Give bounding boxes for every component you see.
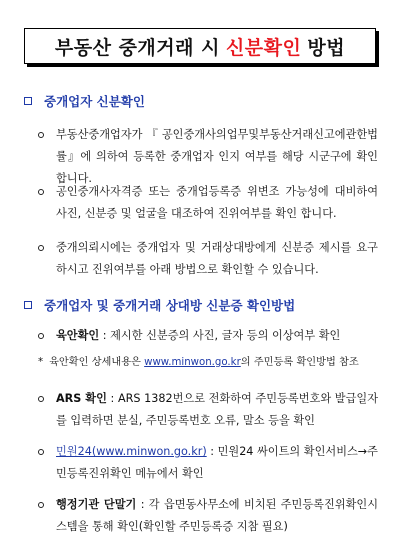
section1-heading-text: 중개업자 신분확인 (44, 94, 145, 109)
title-highlight: 신분확인 (225, 36, 302, 59)
item-text (56, 441, 378, 485)
note-pre: 육안확인 상세내용은 (49, 357, 145, 368)
note-star: * (38, 357, 44, 368)
item-body: : ARS 1382번으로 전화하여 주민등록번호와 발급일자를 입력하면 분실, 주민등록번호 오류, 말소 등을 확인 (56, 392, 378, 427)
note (38, 354, 359, 372)
note-post: 의 주민등록 확인방법 참조 (240, 357, 359, 368)
circle-bullet-icon (38, 396, 44, 402)
list-item (38, 494, 378, 538)
list-item (38, 325, 378, 347)
minwon-link[interactable]: www.minwon.go.kr (144, 357, 241, 368)
item-label: ARS 확인 (56, 392, 107, 405)
item-body: : 제시한 신분증의 사진, 글자 등의 이상여부 확인 (99, 329, 341, 342)
item-body: : 각 읍면동사무소에 비치된 주민등록진위확인시스템을 통해 확인(확인할 주민등록증 지참 필요) (56, 498, 378, 533)
item-text (56, 388, 378, 432)
circle-bullet-icon (38, 189, 44, 195)
item-label: 행정기관 단말기 (56, 498, 137, 511)
circle-bullet-icon (38, 333, 44, 339)
item-body: : 민원24 싸이트의 확인서비스→주민등록진위확인 메뉴에서 확인 (56, 445, 378, 480)
list-item (38, 388, 378, 432)
page-title (24, 28, 376, 64)
list-item (38, 181, 378, 225)
item-text (56, 325, 378, 347)
list-item (38, 441, 378, 485)
item-label: 육안확인 (56, 329, 100, 342)
circle-bullet-icon (38, 502, 44, 508)
section1-heading (24, 92, 145, 110)
list-item (38, 237, 378, 281)
item-text: 공인중개사자격증 또는 중개업등록증 위변조 가능성에 대비하여 사진, 신분증 및 얼굴을 대조하여 진위여부를 확인 합니다. (56, 185, 378, 220)
circle-bullet-icon (38, 449, 44, 455)
minwon24-link[interactable]: 민원24(www.minwon.go.kr) (56, 445, 207, 458)
section2-heading-text: 중개업자 및 중개거래 상대방 신분증 확인방법 (44, 298, 296, 313)
square-bullet-icon (24, 301, 32, 309)
circle-bullet-icon (38, 245, 44, 251)
item-text: 부동산중개업자가『공인중개사의업무및부동산거래신고에관한법률』에 의하여 등록한 중개업자 인지 여부를 해당 시군구에 확인 합니다. (56, 128, 378, 185)
item-text (56, 494, 378, 538)
square-bullet-icon (24, 97, 32, 105)
title-part2: 방법 (307, 36, 346, 59)
section2-heading (24, 296, 295, 314)
item-text: 중개의뢰시에는 중개업자 및 거래상대방에게 신분증 제시를 요구하시고 진위여부를 아래 방법으로 확인할 수 있습니다. (56, 241, 378, 276)
title-part1: 부동산 중개거래 시 (54, 36, 220, 59)
circle-bullet-icon (38, 132, 44, 138)
